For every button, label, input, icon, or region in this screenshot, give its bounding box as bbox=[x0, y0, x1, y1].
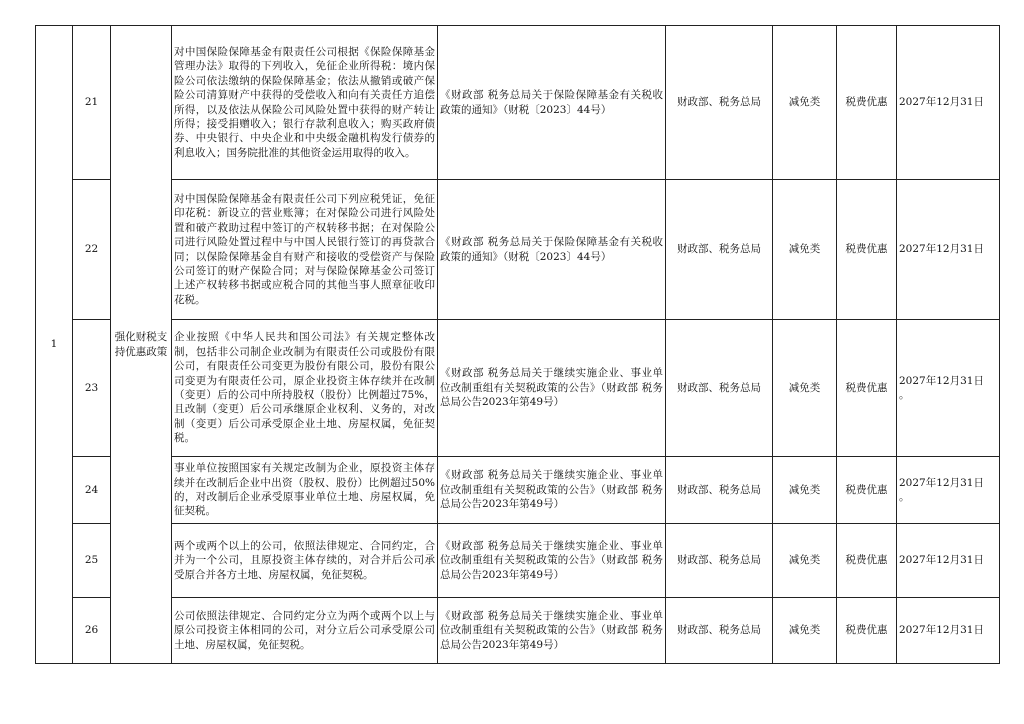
kind-cell: 税费优惠 bbox=[837, 180, 897, 320]
item-number-cell: 22 bbox=[73, 180, 111, 320]
group-number-cell: 1 bbox=[36, 26, 73, 664]
type-cell: 减免类 bbox=[773, 457, 837, 524]
kind-cell: 税费优惠 bbox=[837, 26, 897, 180]
table-row bbox=[36, 524, 1000, 598]
policy-content-cell: 公司依照法律规定、合同约定分立为两个或两个以上与原公司投资主体相同的公司，对分立后公司承受原公司土地、房屋权属，免征契税。 bbox=[172, 598, 438, 664]
policy-content-cell: 对中国保险保障基金有限责任公司下列应税凭证，免征印花税：新设立的营业账簿；在对保险公司进行风险处置和破产救助过程中签订的产权转移书据；在对保险公司进行风险处置过程中与中国人民银行签订的再贷款合同；以保险保障基金自有财产和接收的受偿资产与保险公司签订的财产保险合同；对与保险保障基金公司签订上述产权转移书据或应税合同的其他当事人照章征收印花税。 bbox=[172, 180, 438, 320]
policy-basis-cell: 《财政部 税务总局关于保险保障基金有关税收政策的通知》（财税〔2023〕44号） bbox=[438, 26, 666, 180]
policy-content-cell: 对中国保险保障基金有限责任公司根据《保险保障基金管理办法》取得的下列收入，免征企业所得税：境内保险公司依法缴纳的保险保障基金；依法从撤销或破产保险公司清算财产中获得的受偿收入和向有关责任方追偿所得，以及依法从保险公司风险处置中获得的财产转让所得；接受捐赠收入；银行存款利息收入；购买政府债券、中央银行、中央企业和中央级金融机构发行债券的利息收入；国务院批准的其他资金运用取得的收入。 bbox=[172, 26, 438, 180]
policy-basis-cell: 《财政部 税务总局关于保险保障基金有关税收政策的通知》（财税〔2023〕44号） bbox=[438, 180, 666, 320]
policy-basis-cell: 《财政部 税务总局关于继续实施企业、事业单位改制重组有关契税政策的公告》（财政部 税务总局公告2023年第49号） bbox=[438, 598, 666, 664]
table-row bbox=[36, 180, 1000, 320]
policy-table bbox=[35, 25, 1000, 664]
kind-cell: 税费优惠 bbox=[837, 598, 897, 664]
department-cell: 财政部、税务总局 bbox=[666, 598, 773, 664]
kind-cell: 税费优惠 bbox=[837, 457, 897, 524]
deadline-cell: 2027年12月31日 bbox=[897, 180, 1000, 320]
policy-content-cell: 两个或两个以上的公司，依照法律规定、合同约定，合并为一个公司，且原投资主体存续的，对合并后公司承受原合并各方土地、房屋权属，免征契税。 bbox=[172, 524, 438, 598]
type-cell: 减免类 bbox=[773, 524, 837, 598]
type-cell: 减免类 bbox=[773, 26, 837, 180]
table-row bbox=[36, 457, 1000, 524]
deadline-cell: 2027年12月31日 bbox=[897, 524, 1000, 598]
type-cell: 减免类 bbox=[773, 320, 837, 457]
policy-basis-cell: 《财政部 税务总局关于继续实施企业、事业单位改制重组有关契税政策的公告》（财政部 税务总局公告2023年第49号） bbox=[438, 457, 666, 524]
department-cell: 财政部、税务总局 bbox=[666, 26, 773, 180]
item-number-cell: 25 bbox=[73, 524, 111, 598]
policy-basis-cell: 《财政部 税务总局关于继续实施企业、事业单位改制重组有关契税政策的公告》（财政部 税务总局公告2023年第49号） bbox=[438, 524, 666, 598]
item-number-cell: 26 bbox=[73, 598, 111, 664]
deadline-cell: 2027年12月31日 bbox=[897, 26, 1000, 180]
item-number-cell: 24 bbox=[73, 457, 111, 524]
department-cell: 财政部、税务总局 bbox=[666, 524, 773, 598]
kind-cell: 税费优惠 bbox=[837, 524, 897, 598]
policy-content-cell: 企业按照《中华人民共和国公司法》有关规定整体改制，包括非公司制企业改制为有限责任公司或股份有限公司，有限责任公司变更为股份有限公司，股份有限公司变更为有限责任公司，原企业投资主体存续并在改制（变更）后的公司中所持股权（股份）比例超过75%，且改制（变更）后公司承继原企业权利、义务的，对改制（变更）后公司承受原企业土地、房屋权属，免征契税。 bbox=[172, 320, 438, 457]
policy-basis-cell: 《财政部 税务总局关于继续实施企业、事业单位改制重组有关契税政策的公告》（财政部 税务总局公告2023年第49号） bbox=[438, 320, 666, 457]
type-cell: 减免类 bbox=[773, 598, 837, 664]
item-number-cell: 21 bbox=[73, 26, 111, 180]
category-cell: 强化财税支持优惠政策 bbox=[111, 26, 172, 664]
department-cell: 财政部、税务总局 bbox=[666, 457, 773, 524]
deadline-cell: 2027年12月31日 。 bbox=[897, 457, 1000, 524]
type-cell: 减免类 bbox=[773, 180, 837, 320]
department-cell: 财政部、税务总局 bbox=[666, 180, 773, 320]
item-number-cell: 23 bbox=[73, 320, 111, 457]
table-row bbox=[36, 26, 1000, 180]
table-row bbox=[36, 320, 1000, 457]
table-row bbox=[36, 598, 1000, 664]
deadline-cell: 2027年12月31日 bbox=[897, 598, 1000, 664]
policy-content-cell: 事业单位按照国家有关规定改制为企业，原投资主体存续并在改制后企业中出资（股权、股份）比例超过50%的，对改制后企业承受原事业单位土地、房屋权属，免征契税。 bbox=[172, 457, 438, 524]
kind-cell: 税费优惠 bbox=[837, 320, 897, 457]
deadline-cell: 2027年12月31日 。 bbox=[897, 320, 1000, 457]
department-cell: 财政部、税务总局 bbox=[666, 320, 773, 457]
